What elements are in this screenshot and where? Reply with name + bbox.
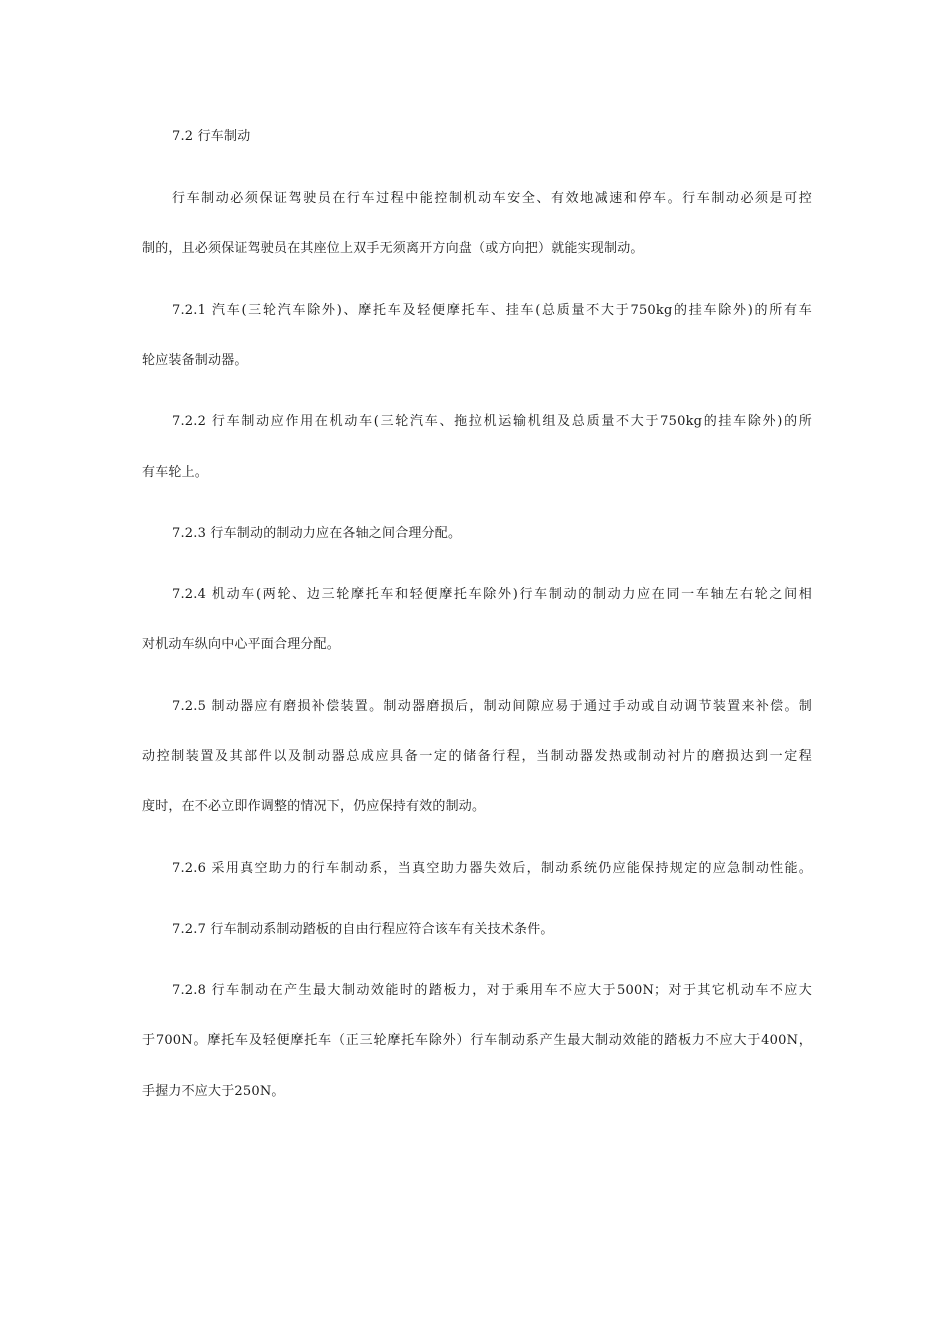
paragraph-line: 7.2.3 行车制动的制动力应在各轴之间合理分配。: [172, 526, 462, 541]
paragraph-line: 轮应装备制动器。: [142, 353, 248, 368]
paragraph-line: 7.2.1 汽车(三轮汽车除外)、摩托车及轻便摩托车、挂车(总质量不大于750kg的挂车除外)的所有车: [172, 303, 812, 318]
paragraph-line: 7.2.6 采用真空助力的行车制动系，当真空助力器失效后，制动系统仍应能保持规定的应急制动性能。: [172, 861, 812, 876]
paragraph-line: 度时，在不必立即作调整的情况下，仍应保持有效的制动。: [142, 799, 486, 814]
paragraph-line: 行车制动必须保证驾驶员在行车过程中能控制机动车安全、有效地减速和停车。行车制动必须是可控: [172, 191, 812, 206]
paragraph-line: 手握力不应大于250N。: [142, 1084, 285, 1099]
section-heading: 7.2 行车制动: [172, 129, 251, 144]
paragraph-line: 7.2.5 制动器应有磨损补偿装置。制动器磨损后，制动间隙应易于通过手动或自动调节装置来补偿。制: [172, 699, 812, 714]
paragraph-line: 制的，且必须保证驾驶员在其座位上双手无须离开方向盘（或方向把）就能实现制动。: [142, 241, 644, 256]
paragraph-line: 7.2.2 行车制动应作用在机动车(三轮汽车、拖拉机运输机组及总质量不大于750kg的挂车除外)的所: [172, 414, 812, 429]
paragraph-line: 动控制装置及其部件以及制动器总成应具备一定的储备行程，当制动器发热或制动衬片的磨损达到一定程: [142, 749, 812, 764]
paragraph-line: 对机动车纵向中心平面合理分配。: [142, 637, 341, 652]
paragraph-line: 7.2.8 行车制动在产生最大制动效能时的踏板力，对于乘用车不应大于500N；对于其它机动车不应大: [172, 983, 812, 998]
paragraph-line: 有车轮上。: [142, 465, 209, 480]
paragraph-line: 7.2.7 行车制动系制动踏板的自由行程应符合该车有关技术条件。: [172, 922, 554, 937]
paragraph-line: 于700N。摩托车及轻便摩托车（正三轮摩托车除外）行车制动系产生最大制动效能的踏板力不应大于400N，: [142, 1033, 812, 1048]
paragraph-line: 7.2.4 机动车(两轮、边三轮摩托车和轻便摩托车除外)行车制动的制动力应在同一车轴左右轮之间相: [172, 587, 812, 602]
